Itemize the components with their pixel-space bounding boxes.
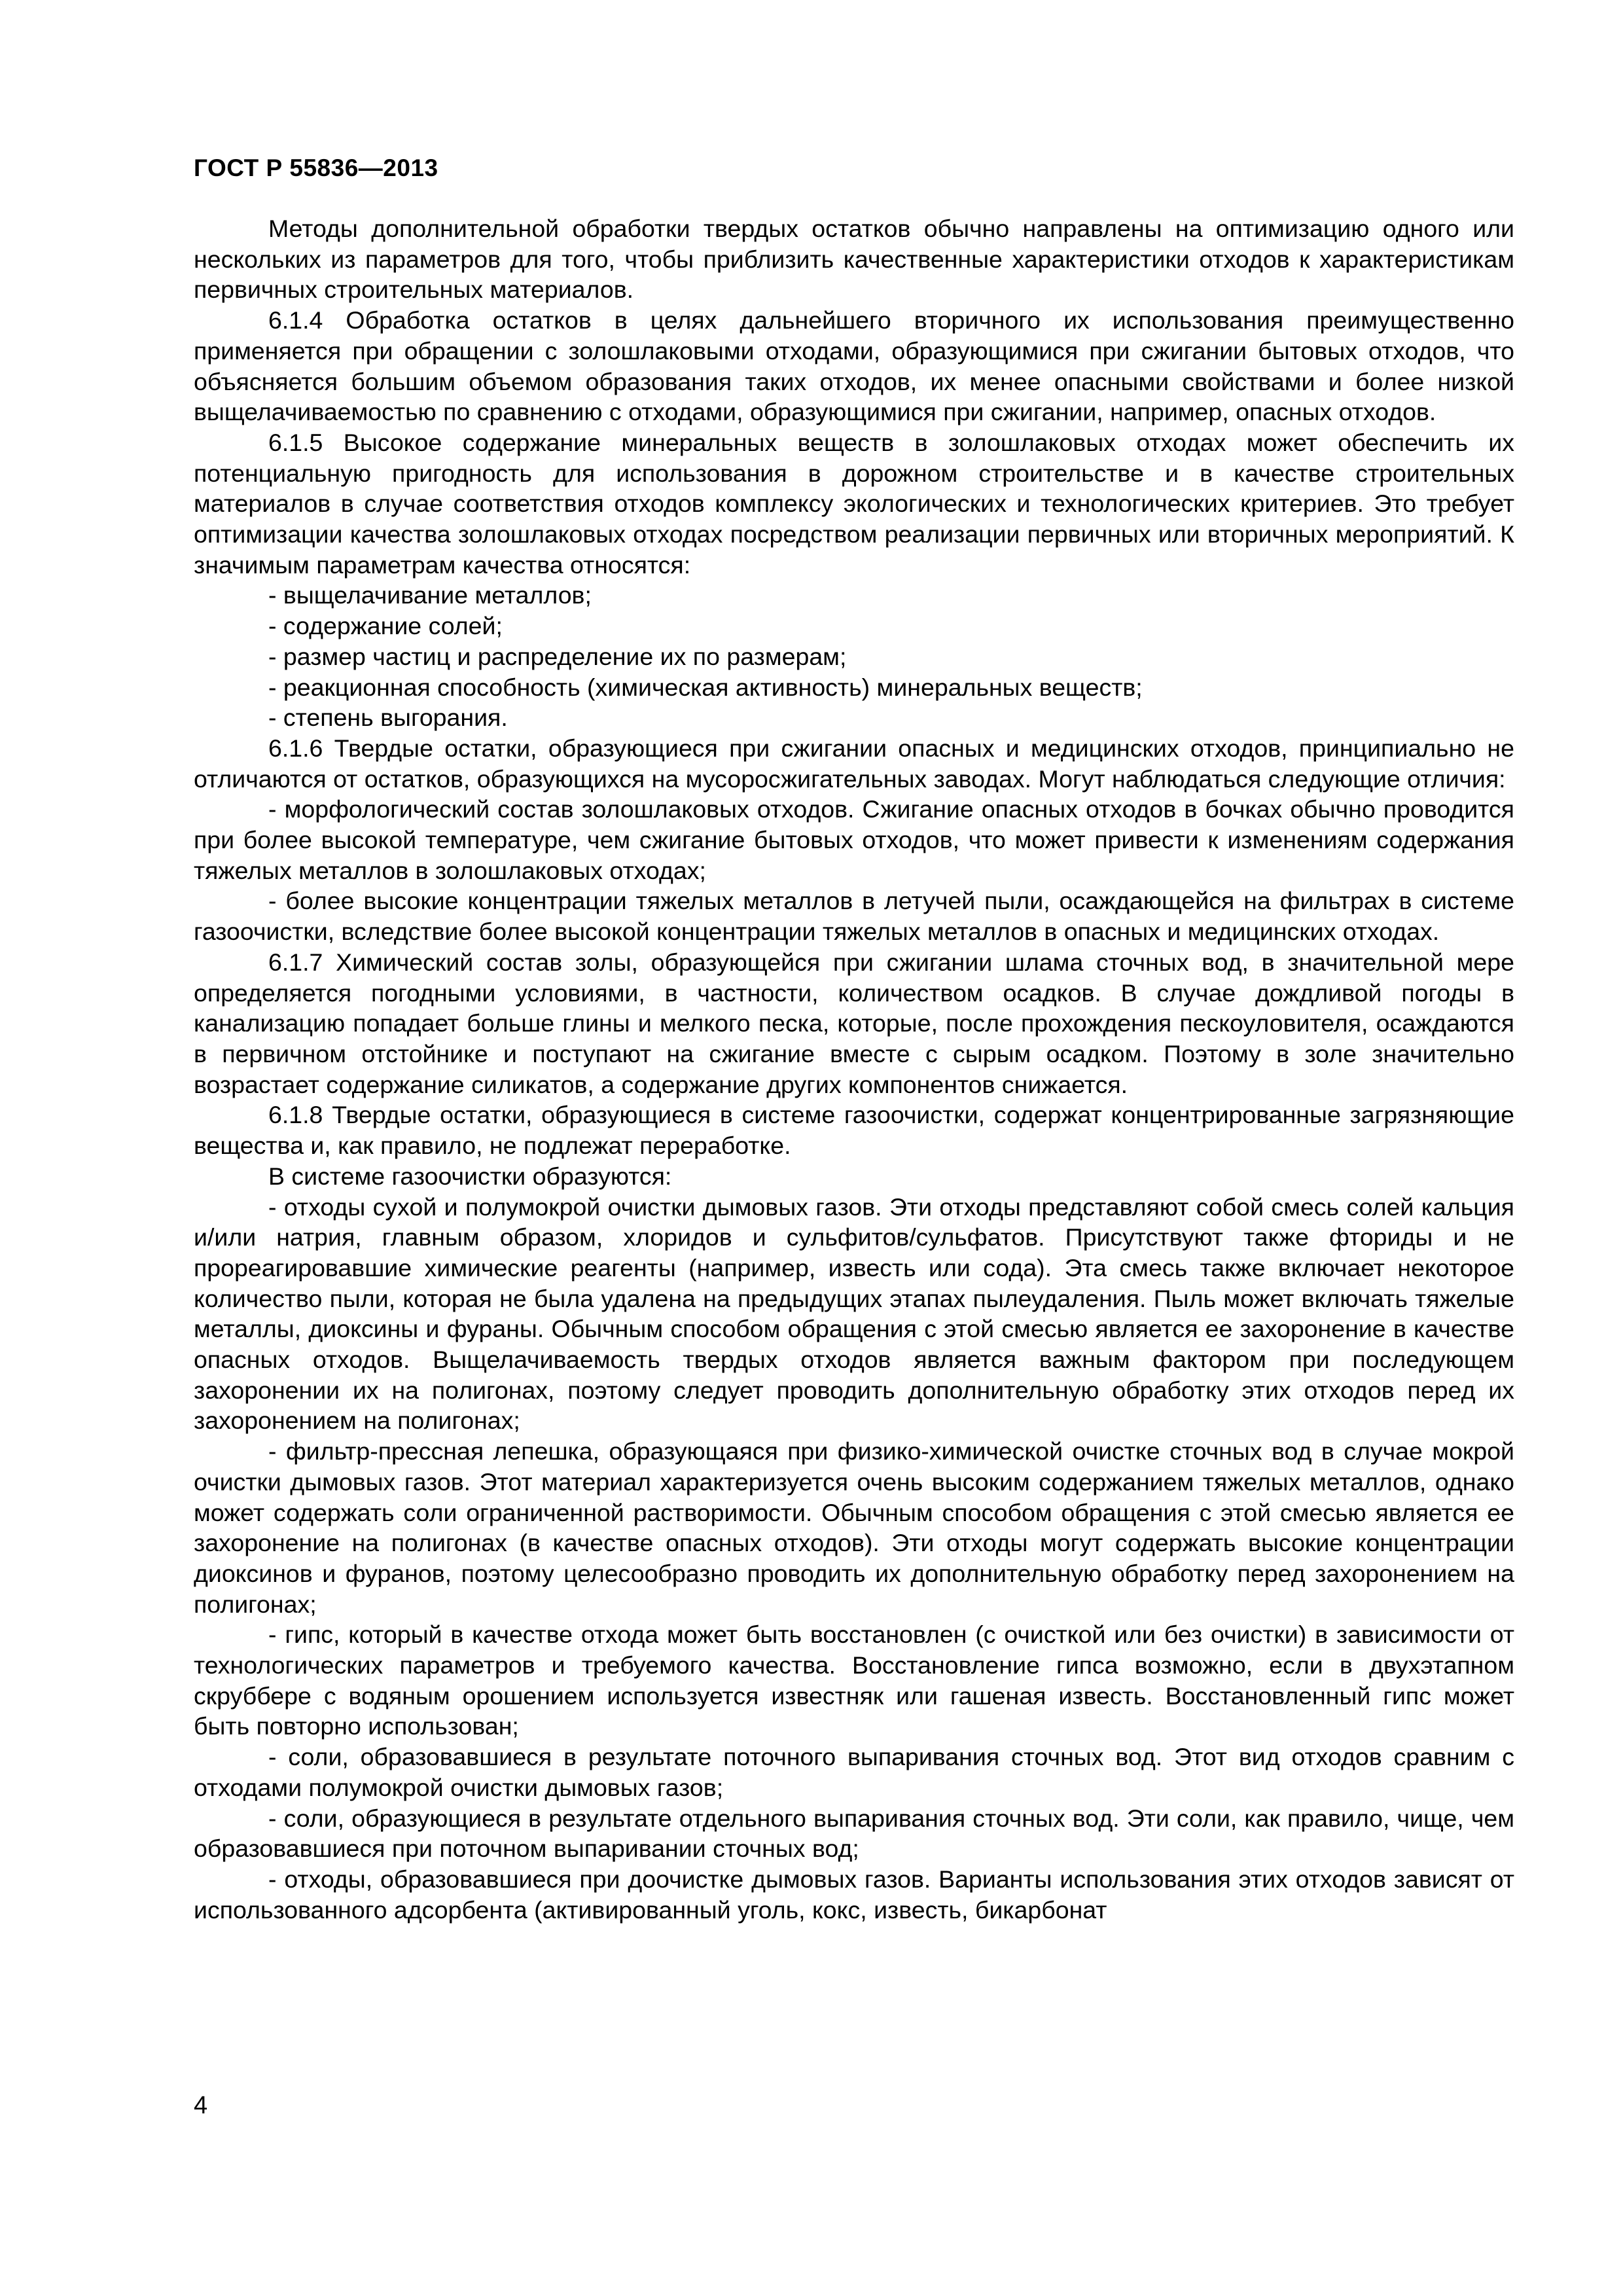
paragraph: 6.1.5 Высокое содержание минеральных веществ в золошлаковых отходах может обеспечить их потенциальную пригодность для использования в дорожном строительстве и в качестве строительных материалов в случае соответствия отходов комплексу экологических и технологических критериев. Это требует оптимизации качества золошлаковых отходах посредством реализации первичных или вторичных мероприятий. К значимым параметрам качества относятся: [194, 428, 1514, 579]
paragraph: 6.1.8 Твердые остатки, образующиеся в системе газоочистки, содержат концентрированные загрязняющие вещества и, как правило, не подлежат переработке. [194, 1101, 1514, 1160]
page-number: 4 [194, 2092, 208, 2119]
paragraph: В системе газоочистки образуются: [268, 1162, 672, 1190]
document-body [194, 213, 1514, 1925]
list-item: - реакционная способность (химическая активность) минеральных веществ; [268, 673, 1143, 701]
list-item: - фильтр-прессная лепешка, образующаяся при физико-химической очистке сточных вод в случае мокрой очистки дымовых газов. Этот материал характеризуется очень высоким содержанием тяжелых металлов, однако может содержать соли ограниченной растворимости. Обычным способом обращения с этой смесью является ее захоронение на полигонах (в качестве опасных отходов). Эти отходы могут содержать высокие концентрации диоксинов и фуранов, поэтому целесообразно проводить их дополнительную обработку перед захоронением на полигонах; [194, 1437, 1514, 1618]
list-item: - степень выгорания. [268, 704, 508, 732]
paragraph: 6.1.4 Обработка остатков в целях дальнейшего вторичного их использования преимущественно применяется при обращении с золошлаковыми отходами, образующимися при сжигании бытовых отходов, что объясняется большим объемом образования таких отходов, их менее опасными свойствами и более низкой выщелачиваемостью по сравнению с отходами, образующимися при сжигании, например, опасных отходов. [194, 306, 1514, 426]
list-item: - отходы, образовавшиеся при доочистке дымовых газов. Варианты использования этих отходов зависят от использованного адсорбента (активированный уголь, кокс, известь, бикарбонат [194, 1865, 1514, 1924]
list-item: - отходы сухой и полумокрой очистки дымовых газов. Эти отходы представляют собой смесь солей кальция и/или натрия, главным образом, хлоридов и сульфитов/сульфатов. Присутствуют также фториды и не прореагировавшие химические реагенты (например, известь или сода). Эта смесь также включает некоторое количество пыли, которая не была удалена на предыдущих этапах пылеудаления. Пыль может включать тяжелые металлы, диоксины и фураны. Обычным способом обращения с этой смесью является ее захоронение в качестве опасных отходов. Выщелачиваемость твердых отходов является важным фактором при последующем захоронении их на полигонах, поэтому следует проводить дополнительную обработку этих отходов перед их захоронением на полигонах; [194, 1193, 1514, 1435]
list-item: - размер частиц и распределение их по размерам; [268, 642, 847, 670]
list-item: - гипс, который в качестве отхода может быть восстановлен (с очисткой или без очистки) в зависимости от технологических параметров и требуемого качества. Восстановление гипса возможно, если в двухэтапном скруббере с водяным орошением используется известняк или гашеная известь. Восстановленный гипс может быть повторно использован; [194, 1621, 1514, 1740]
list-item: - морфологический состав золошлаковых отходов. Сжигание опасных отходов в бочках обычно проводится при более высокой температуре, чем сжигание бытовых отходов, что может привести к изменениям содержания тяжелых металлов в золошлаковых отходах; [194, 795, 1514, 884]
paragraph: 6.1.7 Химический состав золы, образующейся при сжигании шлама сточных вод, в значительной мере определяется погодными условиями, в частности, количеством осадков. В случае дождливой погоды в канализацию попадает больше глины и мелкого песка, которые, после прохождения пескоуловителя, осаждаются в первичном отстойнике и поступают на сжигание вместе с сырым осадком. Поэтому в золе значительно возрастает содержание силикатов, а содержание других компонентов снижается. [194, 948, 1514, 1098]
paragraph: 6.1.6 Твердые остатки, образующиеся при сжигании опасных и медицинских отходов, принципиально не отличаются от остатков, образующихся на мусоросжигательных заводах. Могут наблюдаться следующие отличия: [194, 734, 1514, 793]
list-item: - выщелачивание металлов; [268, 581, 592, 609]
list-item: - соли, образовавшиеся в результате поточного выпаривания сточных вод. Этот вид отходов сравним с отходами полумокрой очистки дымовых газов; [194, 1743, 1514, 1801]
list-item: - содержание солей; [268, 612, 503, 640]
list-item: - соли, образующиеся в результате отдельного выпаривания сточных вод. Эти соли, как правило, чище, чем образовавшиеся при поточном выпаривании сточных вод; [194, 1804, 1514, 1863]
list-item: - более высокие концентрации тяжелых металлов в летучей пыли, осаждающейся на фильтрах в системе газоочистки, вследствие более высокой концентрации тяжелых металлов в опасных и медицинских отходах. [194, 887, 1514, 946]
document-header: ГОСТ Р 55836—2013 [194, 154, 438, 181]
paragraph: Методы дополнительной обработки твердых остатков обычно направлены на оптимизацию одного или нескольких из параметров для того, чтобы приблизить качественные характеристики отходов к характеристикам первичных строительных материалов. [194, 215, 1514, 304]
